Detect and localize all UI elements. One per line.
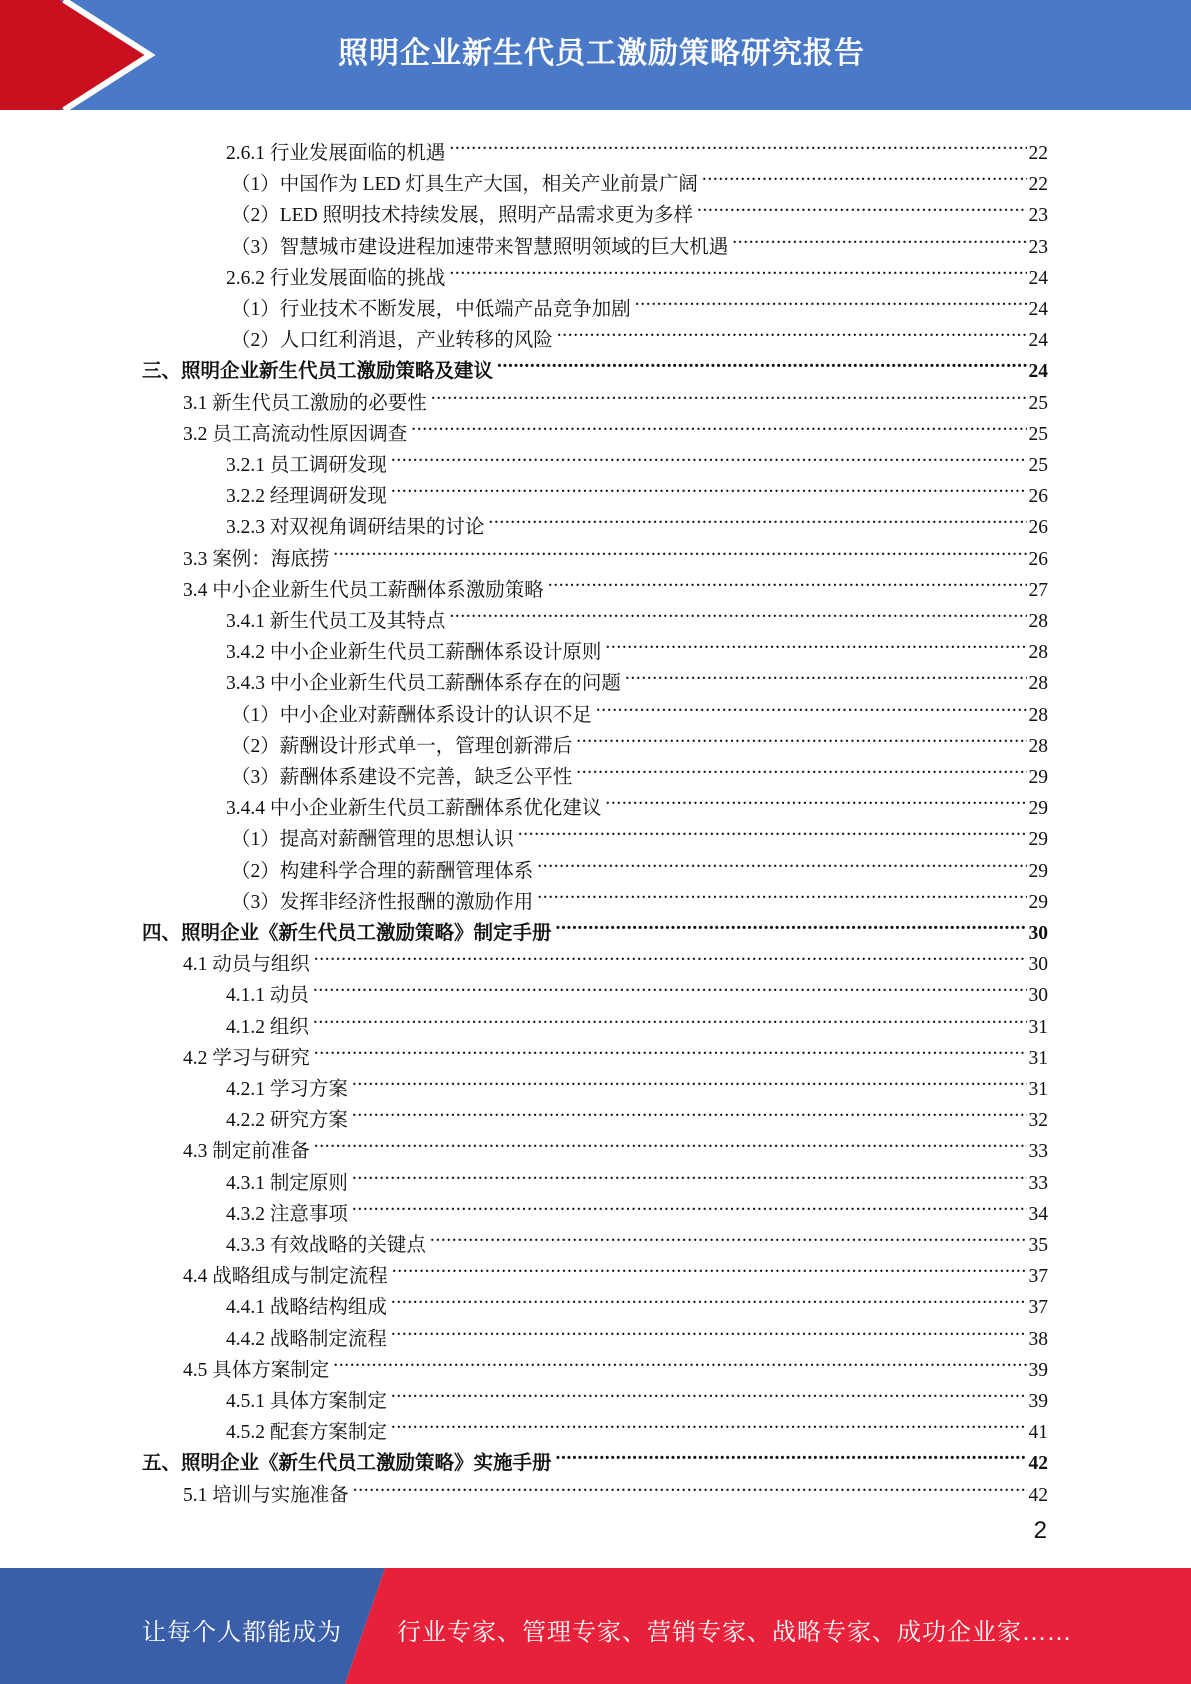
dot-leader — [391, 1282, 1027, 1313]
toc-entry-label: 4.3 制定前准备 — [183, 1141, 310, 1163]
toc-entry[interactable] — [231, 877, 1048, 913]
toc-entry-label: 4.4 战略组成与制定流程 — [183, 1266, 388, 1288]
toc-entry-label: （2）构建科学合理的薪酬管理体系 — [231, 860, 534, 882]
dot-leader — [430, 1220, 1027, 1251]
toc-entry-page: 27 — [1028, 579, 1048, 601]
toc-entry-label: 3.3 案例：海底捞 — [183, 548, 330, 570]
dot-leader — [431, 378, 1027, 409]
toc-entry-page: 42 — [1028, 1484, 1048, 1506]
toc-entry-label: 4.5 具体方案制定 — [183, 1359, 330, 1381]
dot-leader — [548, 565, 1027, 596]
toc-entry-label: （1）行业技术不断发展，中低端产品竞争加剧 — [231, 299, 631, 320]
toc-entry-page: 42 — [1028, 1453, 1048, 1475]
toc-entry-page: 28 — [1028, 673, 1048, 695]
dot-leader — [333, 534, 1026, 565]
toc-entry-label: 4.3.2 注意事项 — [226, 1203, 348, 1225]
toc-entry-label: 四、照明企业《新生代员工激励策略》制定手册 — [142, 923, 552, 944]
toc-entry-page: 23 — [1028, 205, 1048, 227]
dot-leader — [411, 409, 1026, 440]
toc-entry-page: 38 — [1028, 1328, 1048, 1350]
toc-entry[interactable] — [231, 690, 1048, 726]
toc-entry[interactable] — [183, 378, 1048, 414]
page-number: 2 — [1033, 1517, 1047, 1544]
dot-leader — [353, 1470, 1027, 1501]
toc-entry-label: 3.4.2 中小企业新生代员工薪酬体系设计原则 — [226, 642, 602, 664]
toc-entry-label: 2.6.1 行业发展面临的机遇 — [226, 143, 446, 164]
toc-entry-page: 41 — [1028, 1422, 1048, 1444]
toc-entry-label: 4.2.2 研究方案 — [226, 1110, 348, 1132]
toc-entry[interactable] — [226, 1158, 1048, 1194]
toc-entry[interactable] — [142, 908, 1048, 944]
toc-entry-page: 39 — [1028, 1359, 1048, 1381]
toc-entry-page: 30 — [1028, 985, 1048, 1007]
dot-leader — [625, 658, 1027, 689]
dot-leader — [391, 1407, 1027, 1438]
dot-leader — [537, 846, 1026, 877]
toc-entry-page: 25 — [1028, 423, 1048, 445]
dot-leader — [352, 1064, 1027, 1095]
toc-entry[interactable] — [183, 565, 1048, 601]
toc-entry-label: 4.2.1 学习方案 — [226, 1079, 348, 1100]
toc-entry[interactable] — [231, 222, 1048, 258]
toc-entry-page: 31 — [1028, 1016, 1048, 1038]
toc-entry-label: （1）中小企业对薪酬体系设计的认识不足 — [231, 704, 592, 726]
toc-entry-label: 3.1 新生代员工激励的必要性 — [183, 392, 427, 414]
toc-entry[interactable] — [183, 409, 1048, 445]
dot-leader — [449, 128, 1026, 159]
toc-entry-label: 4.5.1 具体方案制定 — [226, 1391, 387, 1412]
toc-entry[interactable] — [226, 1376, 1048, 1412]
toc-entry[interactable] — [226, 658, 1048, 695]
toc-entry[interactable] — [226, 440, 1048, 476]
toc-entry-label: 4.4.1 战略结构组成 — [226, 1297, 387, 1319]
dot-leader — [557, 315, 1027, 346]
toc-entry[interactable] — [226, 1282, 1048, 1319]
toc-entry[interactable] — [226, 471, 1048, 508]
toc-entry-page: 34 — [1028, 1203, 1048, 1225]
dot-leader — [449, 596, 1026, 627]
footer-slogan-right: 行业专家、管理专家、营销专家、战略专家、成功企业家…… — [397, 1620, 1072, 1646]
toc-entry-label: （2）薪酬设计形式单一，管理创新滞后 — [231, 735, 573, 757]
toc-entry-page: 37 — [1028, 1266, 1048, 1288]
toc-entry[interactable] — [226, 1407, 1048, 1444]
toc-entry-label: 4.1.2 组织 — [226, 1016, 309, 1038]
dot-leader — [391, 1376, 1027, 1407]
toc-entry-page: 35 — [1028, 1235, 1048, 1256]
toc-entry[interactable] — [226, 1095, 1048, 1132]
toc-entry-label: （3）发挥非经济性报酬的激励作用 — [231, 891, 534, 913]
dot-leader — [352, 1095, 1027, 1126]
toc-entry-label: （3）智慧城市建设进程加速带来智慧照明领域的巨大机遇 — [231, 236, 729, 258]
dot-leader — [313, 1002, 1027, 1033]
toc-entry[interactable] — [231, 315, 1048, 352]
toc-entry[interactable] — [183, 1126, 1048, 1163]
dot-leader — [391, 471, 1027, 502]
toc-entry[interactable] — [183, 1345, 1048, 1381]
toc-entry[interactable] — [183, 1033, 1048, 1069]
toc-entry-label: 4.3.1 制定原则 — [226, 1172, 348, 1194]
dot-leader — [352, 1189, 1027, 1220]
dot-leader — [732, 222, 1026, 253]
toc-entry-label: 2.6.2 行业发展面临的挑战 — [226, 267, 446, 289]
toc-entry[interactable] — [183, 1470, 1048, 1506]
toc-entry-label: 4.1.1 动员 — [226, 985, 309, 1007]
toc-entry-page: 39 — [1028, 1391, 1048, 1412]
dot-leader — [449, 253, 1026, 284]
dot-leader — [596, 690, 1027, 721]
toc-entry-page: 28 — [1028, 735, 1048, 757]
dot-leader — [576, 752, 1026, 783]
toc-entry-page: 25 — [1028, 455, 1048, 476]
toc-entry-page: 29 — [1028, 767, 1048, 788]
toc-entry-page: 23 — [1028, 236, 1048, 258]
toc-entry-label: 3.2.1 员工调研发现 — [226, 455, 387, 476]
toc-entry-label: 4.5.2 配套方案制定 — [226, 1422, 387, 1444]
toc-entry-label: 5.1 培训与实施准备 — [183, 1484, 349, 1506]
toc-entry-page: 25 — [1028, 392, 1048, 414]
dot-leader — [391, 440, 1027, 471]
toc-entry-label: 3.4.1 新生代员工及其特点 — [226, 611, 446, 632]
toc-entry-label: 4.3.3 有效战略的关键点 — [226, 1235, 426, 1256]
page-footer — [0, 1568, 1191, 1684]
toc-entry[interactable] — [142, 346, 1048, 383]
dot-leader — [391, 1314, 1027, 1345]
toc-entry-page: 26 — [1028, 486, 1048, 508]
toc-entry-label: 3.2 员工高流动性原因调查 — [183, 423, 408, 445]
toc-entry[interactable] — [183, 534, 1048, 570]
toc-entry-page: 24 — [1028, 299, 1048, 320]
toc-entry[interactable] — [226, 128, 1048, 164]
toc-entry-page: 28 — [1028, 642, 1048, 664]
toc-entry-page: 31 — [1028, 1079, 1048, 1100]
toc-entry-page: 32 — [1028, 1110, 1048, 1132]
toc-entry[interactable] — [231, 814, 1048, 851]
toc-entry[interactable] — [231, 721, 1048, 757]
dot-leader — [605, 783, 1026, 814]
toc-entry-page: 24 — [1028, 361, 1048, 383]
toc-entry-page: 26 — [1028, 517, 1048, 539]
toc-entry[interactable] — [231, 159, 1048, 196]
toc-entry-label: 3.4 中小企业新生代员工薪酬体系激励策略 — [183, 579, 544, 601]
page-header — [0, 0, 1191, 110]
dot-leader — [488, 502, 1026, 533]
dot-leader — [352, 1158, 1027, 1189]
toc-entry-page: 24 — [1028, 267, 1048, 289]
dot-leader — [556, 908, 1027, 939]
toc-entry[interactable] — [226, 1064, 1048, 1100]
toc-entry-label: （2）人口红利消退，产业转移的风险 — [231, 330, 553, 352]
toc-entry-label: （2）LED 照明技术持续发展，照明产品需求更为多样 — [231, 205, 694, 227]
toc-entry[interactable] — [231, 752, 1048, 788]
toc-entry[interactable] — [183, 939, 1048, 976]
toc-entry-page: 31 — [1028, 1047, 1048, 1069]
dot-leader — [314, 1126, 1027, 1157]
toc-entry-page: 29 — [1028, 829, 1048, 851]
dot-leader — [497, 346, 1026, 377]
toc-entry[interactable] — [183, 1251, 1048, 1288]
toc-entry-label: （3）薪酬体系建设不完善，缺乏公平性 — [231, 767, 573, 788]
toc-entry[interactable] — [226, 1002, 1048, 1038]
dot-leader — [635, 284, 1027, 315]
toc-entry[interactable] — [226, 1189, 1048, 1225]
toc-entry[interactable] — [231, 284, 1048, 320]
toc-entry-page: 30 — [1028, 954, 1048, 976]
dot-leader — [702, 159, 1027, 190]
toc-entry[interactable] — [226, 627, 1048, 664]
dot-leader — [518, 814, 1027, 845]
toc-entry-page: 28 — [1028, 704, 1048, 726]
dot-leader — [537, 877, 1026, 908]
toc-entry-page: 33 — [1028, 1172, 1048, 1194]
toc-entry[interactable] — [226, 783, 1048, 820]
toc-entry[interactable] — [226, 1314, 1048, 1350]
toc-entry-page: 33 — [1028, 1141, 1048, 1163]
toc-entry-page: 30 — [1028, 923, 1048, 944]
toc-entry[interactable] — [231, 190, 1048, 227]
toc-entry-label: 4.1 动员与组织 — [183, 954, 310, 976]
toc-entry-label: （1）提高对薪酬管理的思想认识 — [231, 829, 514, 851]
toc-entry[interactable] — [226, 970, 1048, 1007]
toc-entry[interactable] — [226, 502, 1048, 539]
toc-entry-page: 37 — [1028, 1297, 1048, 1319]
toc-entry[interactable] — [142, 1438, 1048, 1475]
document-title: 照明企业新生代员工激励策略研究报告 — [338, 36, 865, 71]
dot-leader — [556, 1438, 1027, 1469]
dot-leader — [605, 627, 1026, 658]
toc-entry-page: 22 — [1028, 143, 1048, 164]
dot-leader — [314, 939, 1027, 970]
toc-entry-label: 三、照明企业新生代员工激励策略及建议 — [142, 361, 494, 383]
toc-entry-page: 22 — [1028, 174, 1048, 196]
toc-entry-label: 3.2.3 对双视角调研结果的讨论 — [226, 517, 485, 539]
toc-entry[interactable] — [226, 596, 1048, 632]
dot-leader — [314, 1033, 1027, 1064]
toc-entry-label: 3.4.4 中小企业新生代员工薪酬体系优化建议 — [226, 798, 602, 820]
toc-entry-page: 24 — [1028, 330, 1048, 352]
dot-leader — [333, 1345, 1026, 1376]
dot-leader — [576, 721, 1026, 752]
toc-entry[interactable] — [226, 1220, 1048, 1256]
toc-entry[interactable] — [226, 253, 1048, 289]
toc-entry-label: （1）中国作为 LED 灯具生产大国，相关产业前景广阔 — [231, 174, 698, 196]
toc-entry-label: 五、照明企业《新生代员工激励策略》实施手册 — [142, 1453, 552, 1475]
toc-entry[interactable] — [231, 846, 1048, 882]
toc-entry-label: 4.4.2 战略制定流程 — [226, 1328, 387, 1350]
dot-leader — [697, 190, 1026, 221]
toc-entry-page: 26 — [1028, 548, 1048, 570]
toc-entry-label: 3.4.3 中小企业新生代员工薪酬体系存在的问题 — [226, 673, 621, 695]
footer-slogan-left: 让每个人都能成为 — [142, 1620, 342, 1646]
toc-entry-label: 3.2.2 经理调研发现 — [226, 486, 387, 508]
dot-leader — [392, 1251, 1027, 1282]
toc-entry-label: 4.2 学习与研究 — [183, 1047, 310, 1069]
toc-entry-page: 29 — [1028, 860, 1048, 882]
dot-leader — [313, 970, 1027, 1001]
toc-entry-page: 28 — [1028, 611, 1048, 632]
toc-entry-page: 29 — [1028, 798, 1048, 820]
toc-entry-page: 29 — [1028, 891, 1048, 913]
